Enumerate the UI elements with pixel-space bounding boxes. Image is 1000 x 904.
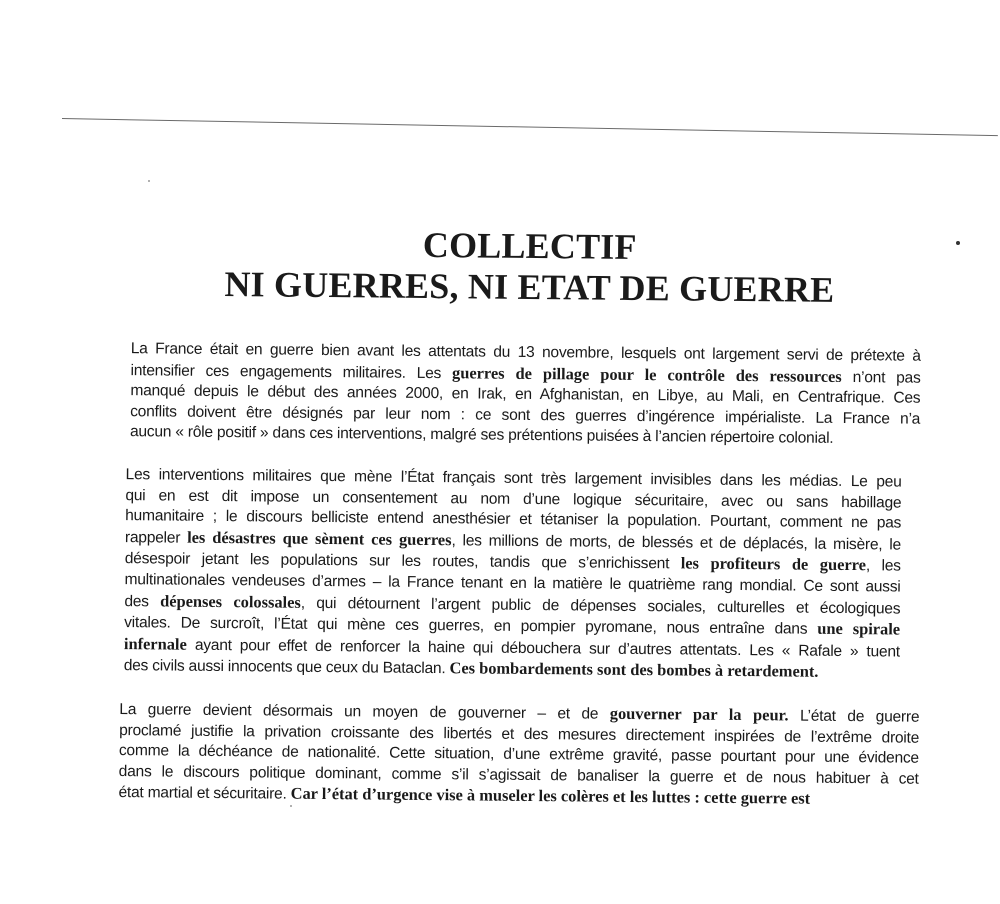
- document-page: [112, 222, 924, 834]
- text-run: dans le discours politique dominant, comme s’il s’agissait de banaliser la guerre et de nous habituer à cet: [118, 762, 919, 788]
- bold-text: les profiteurs de guerre: [680, 553, 867, 575]
- title-line-1: COLLECTIF: [422, 224, 637, 267]
- bold-text: une spirale: [817, 618, 901, 639]
- text-run: vitales. De surcroît, l’État qui mène ces guerres, en pompier pyromane, nous entraîne dans: [124, 614, 818, 638]
- text-run: , qui détournent l’argent public de dépenses sociales, culturelles et écologiques: [300, 594, 901, 618]
- text-run: intensifier ces engagements militaires. Les: [130, 361, 453, 382]
- text-run: des civils aussi innocents que ceux du Bataclan.: [123, 657, 450, 678]
- text-run: La France était en guerre bien avant les attentats du 13 novembre, lesquels ont largement servi de prétexte à: [130, 340, 921, 365]
- bold-text: Ces bombardements sont des bombes à retardement.: [449, 658, 819, 682]
- text-run: Les interventions militaires que mène l’État français sont très largement invisibles dans les médias. Le peu: [125, 466, 902, 491]
- document-title: [117, 222, 924, 312]
- text-run: La guerre devient désormais un moyen de gouverner – et de: [119, 700, 610, 723]
- bold-text: infernale: [123, 633, 187, 654]
- text-run: n’ont pas: [841, 368, 921, 387]
- paragraph-3: [118, 699, 919, 812]
- text-run: manqué depuis le début des années 2000, en Irak, en Afghanistan, en Libye, au Mali, en Centrafrique. Ces: [130, 382, 921, 407]
- text-run: des: [124, 592, 161, 610]
- text-run: rappeler: [124, 528, 188, 547]
- bold-text: les désastres que sèment ces guerres: [187, 527, 452, 549]
- text-run: L’état de guerre: [788, 707, 920, 726]
- title-line-2: NI GUERRES, NI ETAT DE GUERRE: [224, 264, 835, 310]
- text-run: ayant pour effet de renforcer la haine qui débouchera sur d’autres attentats. Les « Rafale » tuent: [186, 636, 900, 661]
- bold-text: guerres de pillage pour le contrôle des ressources: [451, 362, 842, 386]
- text-run: multinationales vendeuses d’armes – la France tenant en la matière le quatrième rang mondial. Ce sont aussi: [124, 571, 901, 596]
- text-run: , les millions de morts, de blessés et de déplacés, la misère, le: [451, 531, 902, 554]
- text-run: , les: [865, 557, 901, 575]
- text-run: conflits doivent être désignés par leur nom : ce sont des guerres d’ingérence impérialiste. La France n’a: [130, 402, 921, 428]
- bold-text: gouverner par la peur.: [609, 703, 789, 725]
- text-run: aucun « rôle positif » dans ces interventions, malgré ses prétentions puisées à l’ancien répertoire colonial.: [129, 423, 834, 448]
- text-run: qui en est dit impose un consentement au nom d’une logique sécuritaire, avec ou sans habillage: [125, 486, 902, 512]
- text-run: désespoir jetant les populations sur les routes, tandis que s’enrichissent: [124, 550, 681, 573]
- horizontal-rule: [62, 118, 998, 136]
- text-run: humanitaire ; le discours belliciste entend anesthésier et tétaniser la population. Pourtant, comment ne pas: [125, 507, 902, 532]
- text-run: état martial et sécuritaire.: [118, 784, 291, 803]
- bold-text: dépenses colossales: [160, 590, 301, 612]
- paragraph-2: [124, 465, 902, 684]
- scan-speck: [956, 241, 960, 245]
- bold-text: Car l’état d’urgence vise à museler les colères et les luttes : cette guerre est: [290, 783, 811, 808]
- paragraph-1: [130, 339, 921, 451]
- text-run: comme la déchéance de nationalité. Cette situation, d’une extrême gravité, passe pourtant pour une évidence: [118, 742, 919, 767]
- text-run: proclamé justifie la privation croissante des libertés et des mesures directement inspirées de l’extrême droite: [119, 721, 920, 747]
- scan-speck: [148, 180, 150, 182]
